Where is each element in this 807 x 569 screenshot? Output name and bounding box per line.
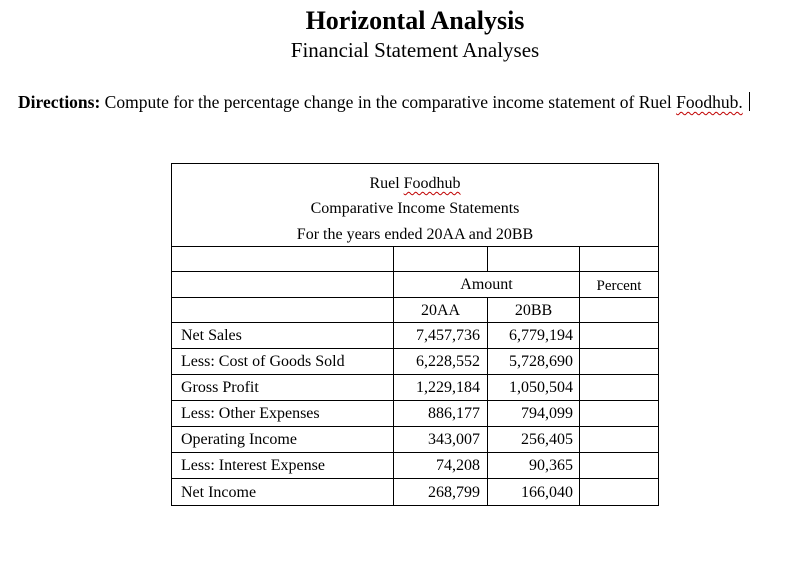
grid-line	[172, 322, 658, 323]
text-cursor	[749, 92, 750, 111]
directions-paragraph[interactable]	[18, 91, 778, 114]
year-header-20aa: 20AA	[420, 302, 461, 319]
company-name-spellcheck[interactable]: Foodhub	[403, 175, 461, 192]
row-value-20bb: 1,050,504	[509, 379, 573, 396]
row-label: Net Income	[181, 484, 257, 501]
row-value-20aa: 1,229,184	[416, 379, 480, 396]
grid-line	[172, 478, 658, 479]
row-value-20aa: 268,799	[428, 484, 480, 501]
statement-period: For the years ended 20AA and 20BB	[296, 226, 534, 243]
grid-line	[172, 374, 658, 375]
spellcheck-word[interactable]: Foodhub.	[676, 92, 743, 112]
row-value-20aa: 74,208	[436, 457, 480, 474]
page-title: Horizontal Analysis	[305, 6, 525, 35]
row-value-20bb: 90,365	[529, 457, 573, 474]
row-label: Operating Income	[181, 431, 297, 448]
grid-line	[172, 400, 658, 401]
row-value-20bb: 166,040	[521, 484, 573, 501]
row-label: Less: Interest Expense	[181, 457, 325, 474]
row-value-20aa: 6,228,552	[416, 353, 480, 370]
directions-text: Compute for the percentage change in the comparative income statement of Ruel	[100, 92, 677, 112]
grid-line	[172, 271, 658, 272]
row-label: Less: Cost of Goods Sold	[181, 353, 345, 370]
statement-title: Comparative Income Statements	[310, 200, 520, 217]
grid-line	[172, 246, 658, 247]
page-subtitle: Financial Statement Analyses	[290, 38, 540, 62]
row-value-20bb: 6,779,194	[509, 327, 573, 344]
row-value-20bb: 794,099	[521, 405, 573, 422]
amount-header: Amount	[460, 276, 513, 293]
row-value-20aa: 886,177	[428, 405, 480, 422]
grid-line	[172, 297, 658, 298]
income-statement-table	[171, 163, 659, 506]
row-label: Net Sales	[181, 327, 242, 344]
grid-line	[172, 426, 658, 427]
percent-header: Percent	[596, 278, 642, 294]
year-header-20bb: 20BB	[514, 302, 553, 319]
grid-line	[487, 246, 488, 272]
row-value-20bb: 256,405	[521, 431, 573, 448]
row-value-20bb: 5,728,690	[509, 353, 573, 370]
grid-line	[172, 452, 658, 453]
grid-line	[172, 348, 658, 349]
row-value-20aa: 343,007	[428, 431, 480, 448]
row-label: Gross Profit	[181, 379, 259, 396]
row-label: Less: Other Expenses	[181, 405, 320, 422]
company-name: Ruel Foodhub	[369, 175, 461, 192]
row-value-20aa: 7,457,736	[416, 327, 480, 344]
directions-label: Directions:	[18, 92, 101, 112]
